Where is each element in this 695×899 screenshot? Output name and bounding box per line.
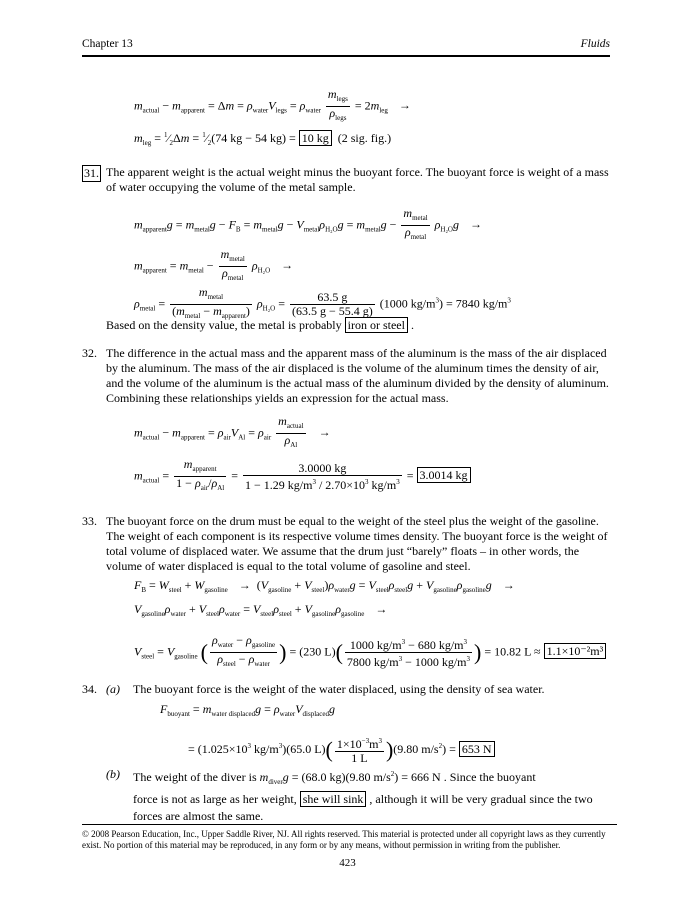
problem-34b-line1: The weight of the diver is $m_{diver}g = (68.0$ kg)(9.80 $m/s^2) = 666$ N . Since the buoyant [133, 770, 536, 786]
answer-box: 10 kg [299, 130, 332, 146]
part-b-label: (b) [106, 767, 120, 781]
page-header [82, 38, 610, 54]
header-rule [82, 55, 610, 57]
problem-34a-text: The buoyant force is the weight of the water displaced, using the density of sea water. [133, 682, 545, 696]
problem-31-conclusion: Based on the density value, the metal is probably iron or steel . [106, 318, 414, 332]
chapter-label: Chapter 13 [82, 38, 133, 50]
answer-box-31: iron or steel [345, 317, 408, 333]
equation-mass-difference: $m_{actual} - m_{apparent} = \Delta m = \rho_{water}V_{legs} = \rho_{water}$ $\frac{m_{legs}}{\rho_{legs}}$ = $2m_{leg}$ → [134, 87, 411, 122]
equation-31-density: $\rho_{metal}$ = $\frac{m_{metal}}{(m_{metal} - m_{apparent})}$ $\rho_{H_2O}$ = $\frac{63.5 g}{(63.5 g - 55.4 g)}$ (1000 $kg/m^3) = 7840$ $kg/m^3$ [134, 285, 511, 320]
answer-box-34a: 653 N [459, 741, 495, 757]
page-number: 423 [339, 857, 356, 869]
equation-34a-value: = ($1.025\times 10^3$ $kg/m^3)(65.0$ L)( $\frac{1\times 10^{-3}m^3}{1 L}$ )(9.80 $m/s^2) = 653$ N [188, 735, 495, 765]
problem-number-34: 34. [82, 682, 97, 696]
equation-leg-mass: $m_{leg}$ = $^1⁄_2\Delta m$ = $^1⁄_2(74$ kg − 54 kg) = 10 kg (2 sig. fig.) [134, 131, 392, 147]
problem-31-text: The apparent weight is the actual weight minus the buoyant force. The buoyant force is weight of a mass of water occupying the volume of the metal sample. [106, 165, 609, 194]
equation-32-actual-mass: $m_{actual}$ = $\frac{m_{apparent}}{1 - \rho_{air}/\rho_{Al}}$ = $\frac{3.0000 kg}{1 - 1.29 kg/m^3 / 2.70\times 10^3 kg/m^3}$ = 3.0014 kg [134, 458, 471, 495]
equation-33-volumes: $V_{gasoline}\rho_{water} + V_{steel}\rho_{water} = V_{steel}\rho_{steel} + V_{gasoline}\rho_{gasoline}$ → [134, 602, 388, 618]
problem-33-text: The buoyant force on the drum must be equal to the weight of the steel plus the weight of the gasoline. The weight of each component is its respective volume times density. The buoyant force is the weight of total volume of displaced water. We assume that the drum just “barely” floats – in other words, the volume of water displaced is equal to the total volume of gasoline and steel. [106, 514, 608, 573]
equation-33-buoyant: $F_B = W_{steel} + W_{gasoline} \to (V_{gasoline} + V_{steel})\rho_{water}g = V_{steel}\rho_{steel}g + V_{gasoline}\rho_{gasoline}g$ → [134, 578, 515, 594]
equation-31-weight: $m_{apparent}g = m_{metal}g - F_B = m_{metal}g - V_{metal}\rho_{H_2O}g = m_{metal}g$ − $\frac{m_{metal}}{\rho_{metal}}$ $\rho_{H_2O}g$ → [134, 206, 482, 241]
answer-box-34b: she will sink [300, 791, 367, 807]
topic-label: Fluids [580, 38, 610, 50]
problem-number-32: 32. [82, 346, 97, 360]
copyright-notice: © 2008 Pearson Education, Inc., Upper Saddle River, NJ. All rights reserved. This material is protected under all copyright laws as they currently exist. No portion of this material may be reproduced, in any form or by any means, without permission in writing from the publisher. [82, 829, 606, 850]
equation-31-apparent-mass: $m_{apparent} = m_{metal}$ − $\frac{m_{metal}}{\rho_{metal}}$ $\rho_{H_2O}$ → [134, 247, 294, 282]
problem-number-31: 31. [84, 166, 99, 180]
answer-box-32: 3.0014 kg [417, 467, 471, 483]
equation-32-mass-difference: $m_{actual} - m_{apparent} = \rho_{air}V_{Al} = \rho_{air}$ $\frac{m_{actual}}{\rho_{Al}}$ → [134, 414, 331, 449]
equation-33-steel-volume: $V_{steel} = V_{gasoline}$ ( $\frac{\rho_{water} - \rho_{gasoline}}{\rho_{steel} - \rho_{water}}$ ) = (230 L)( $\frac{1000 kg/m^3 - 680 kg/m^3}{7800 kg/m^3 - 1000 kg/m^3}$ ) = 10.82 L ≈ 1.1×10⁻²m³ [134, 634, 606, 671]
equation-34a-buoyant: $F_{buoyant} = m_{water displaced}g = \rho_{water}V_{displaced}g$ [160, 702, 335, 718]
sig-fig-note: (2 sig. fig.) [337, 131, 392, 145]
part-a-label: (a) [106, 682, 120, 696]
problem-34b-line2: force is not as large as her weight, she will sink , although it will be very gradual since the two forces are almost the same. [133, 792, 593, 823]
problem-number-33: 33. [82, 514, 97, 528]
problem-32-text: The difference in the actual mass and the apparent mass of the aluminum is the mass of the air displaced by the aluminum. The mass of the air displaced is the volume of the aluminum times the density of air, and the volume of the aluminum is the actual mass of the aluminum divided by the density of aluminum. Combining these relationships yields an expression for the actual mass. [106, 346, 609, 405]
footer-rule [82, 824, 617, 825]
answer-box-33: 1.1×10⁻²m³ [544, 643, 607, 659]
